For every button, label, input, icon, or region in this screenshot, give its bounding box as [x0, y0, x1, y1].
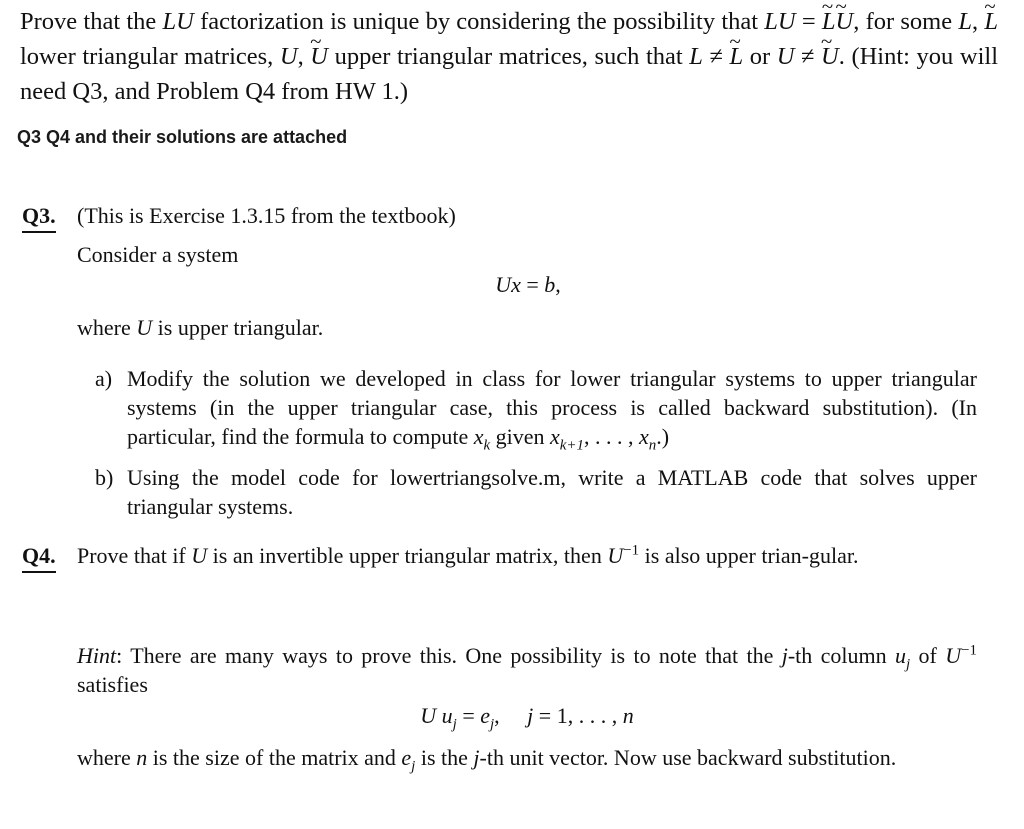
text: =	[456, 703, 481, 728]
q4-statement	[77, 541, 977, 570]
math: U	[191, 543, 208, 568]
math-sup: −1	[623, 542, 640, 559]
text: -th unit vector. Now use backward substitution.	[479, 745, 897, 770]
math: u	[436, 703, 453, 728]
math-sub: k	[483, 437, 491, 454]
q4-label: Q4.	[22, 543, 56, 573]
text: ,	[494, 703, 528, 728]
attachment-note: Q3 Q4 and their solutions are attached	[17, 127, 348, 147]
math: U	[495, 272, 512, 297]
text: of	[910, 643, 946, 668]
text: ,	[297, 43, 311, 70]
text: where	[77, 745, 137, 770]
math-sub: j	[906, 656, 911, 673]
text: lower triangular matrices,	[20, 43, 280, 70]
math-sub: j	[452, 716, 457, 733]
math: L	[958, 8, 972, 35]
math: U	[420, 703, 437, 728]
math-sup: −1	[961, 642, 978, 659]
text: Modify the solution we developed in class for lower triangular systems to upper triangular systems (in the upper triangular case, this process is called backward substitution). (In particular, find the formula to compute	[127, 366, 977, 449]
text: is also upper trian-gular.	[639, 543, 859, 568]
math: x	[550, 424, 560, 449]
text: : There are many ways to prove this. One possibility is to note that the	[116, 643, 782, 668]
text: Prove that the	[20, 8, 163, 35]
math-tilde: ~ L	[984, 4, 998, 39]
math: b	[544, 272, 556, 297]
math: n	[622, 703, 634, 728]
math: x	[511, 272, 521, 297]
text: upper triangular matrices, such that	[328, 43, 690, 70]
text: = 1, . . . ,	[533, 703, 623, 728]
math-tilde: ~ U	[310, 39, 328, 74]
q3-consider: Consider a system	[77, 242, 239, 267]
text: is the	[415, 745, 474, 770]
text: is the size of the matrix and	[147, 745, 402, 770]
text: factorization is unique by considering the possibility that	[193, 8, 765, 35]
math: L	[689, 43, 703, 70]
math: x	[639, 424, 649, 449]
math-sub: j	[411, 758, 416, 775]
q4-equation	[0, 701, 1024, 733]
q3-part-b	[95, 463, 977, 521]
math: LU	[162, 8, 194, 35]
q3-where	[77, 313, 323, 342]
math: U	[279, 43, 298, 70]
math-sub: j	[490, 716, 495, 733]
text: is upper triangular.	[152, 315, 324, 340]
math: U	[945, 643, 962, 668]
text: .)	[656, 424, 670, 449]
text: ,	[555, 272, 561, 297]
list-marker: b)	[95, 465, 114, 490]
part-b-text: Using the model code for lowertriangsolve.m, write a MATLAB code that solves upper triangular systems.	[127, 465, 977, 519]
text: ,	[971, 8, 985, 35]
math-sub: k+1	[559, 437, 585, 454]
math: x	[473, 424, 484, 449]
q3-equation	[0, 270, 1024, 299]
q3-label: Q3.	[22, 203, 56, 233]
math: j	[527, 703, 534, 728]
text: is an invertible upper triangular matrix, then	[207, 543, 608, 568]
problem-statement	[20, 4, 998, 109]
math: u	[895, 643, 906, 668]
text: or	[743, 43, 777, 70]
q3-part-a	[95, 364, 977, 454]
math: U	[136, 315, 153, 340]
math-tilde: ~ L	[822, 4, 836, 39]
q3-intro: (This is Exercise 1.3.15 from the textbook)	[77, 203, 456, 228]
text: . (Hint: you will need Q3, and Problem Q4 from HW 1.)	[20, 43, 999, 105]
math-sub: n	[648, 437, 657, 454]
math-tilde: ~ U	[821, 39, 839, 74]
text: satisfies	[77, 672, 148, 697]
math: j	[781, 643, 788, 668]
text: given	[490, 424, 551, 449]
text: ≠	[794, 43, 822, 70]
text: =	[795, 8, 822, 35]
math: j	[473, 745, 480, 770]
text: , . . . ,	[584, 424, 640, 449]
part-a-text	[127, 364, 977, 454]
text: where	[77, 315, 137, 340]
math: e	[480, 703, 491, 728]
q4-conclusion	[77, 743, 977, 775]
text: Prove that if	[77, 543, 192, 568]
text: , for some	[853, 8, 959, 35]
text: -th column	[787, 643, 895, 668]
math-tilde: ~ L	[730, 39, 744, 74]
list-marker: a)	[95, 366, 113, 391]
text: =	[520, 272, 545, 297]
math-tilde: ~ U	[836, 4, 854, 39]
hint-label: Hint	[77, 643, 117, 668]
math: e	[401, 745, 412, 770]
text: ≠	[702, 43, 730, 70]
math: U	[607, 543, 624, 568]
math: LU	[764, 8, 796, 35]
q4-hint	[77, 641, 977, 699]
math: U	[776, 43, 795, 70]
math: n	[136, 745, 148, 770]
